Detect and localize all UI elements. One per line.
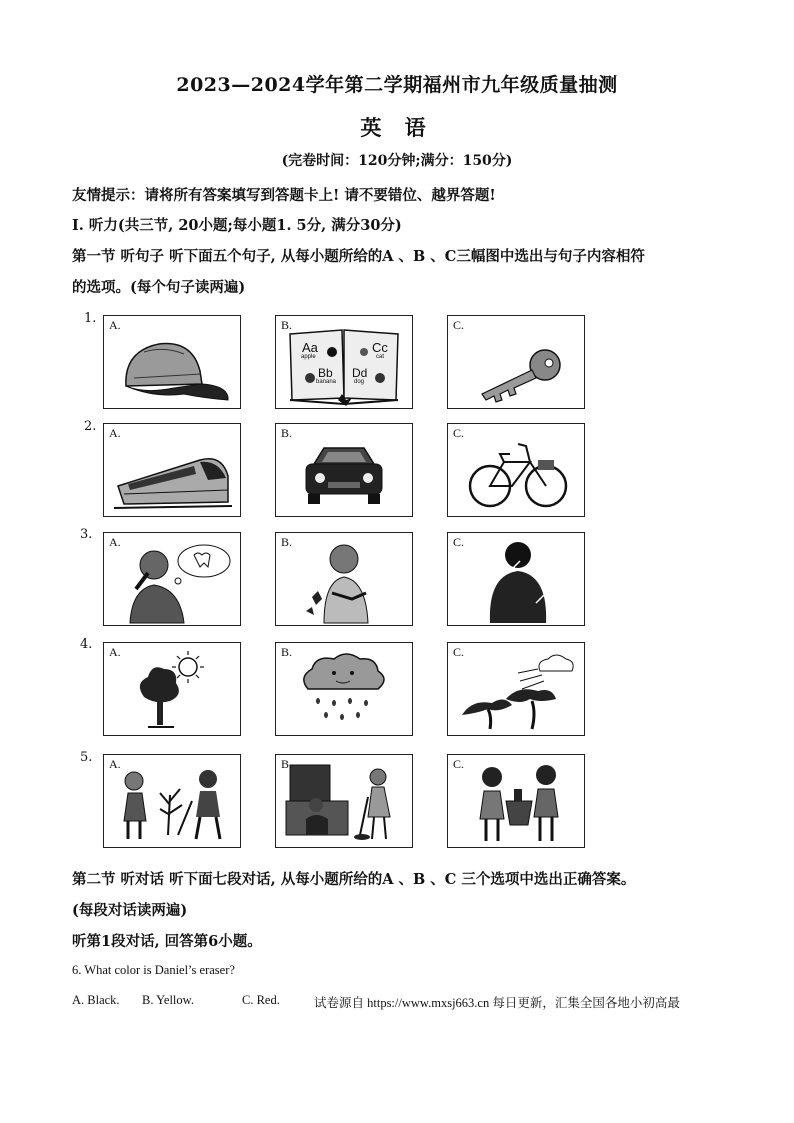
q4-option-a: A.: [103, 642, 241, 736]
collecting-rubbish-icon: [448, 755, 584, 847]
source-watermark: 试卷源自 https://www.mxsj663.cn 每日更新，汇集全国各地小初高最: [314, 996, 680, 1010]
cap-icon: [104, 316, 240, 408]
section1-instruction-line1: 第一节 听句子 听下面五个句子, 从每小题所给的A 、B 、C三幅图中选出与句子内容相符: [72, 248, 645, 265]
q5-option-b: B.: [275, 754, 413, 848]
q3-option-a: A.: [103, 532, 241, 626]
q6-question: 6. What color is Daniel’s eraser?: [72, 963, 235, 977]
sunny-icon: [104, 643, 240, 735]
q2-option-b: B.: [275, 423, 413, 517]
exam-time-info: (完卷时间：120分钟;满分：150分): [281, 153, 513, 169]
backache-icon: [448, 533, 584, 625]
stomachache-icon: [276, 533, 412, 625]
q6-option-b: B. Yellow.: [142, 993, 194, 1007]
question-number: 2.: [84, 419, 97, 434]
q3-option-c: C.: [447, 532, 585, 626]
q6-option-a: A. Black.: [72, 993, 120, 1007]
q3-option-b: B.: [275, 532, 413, 626]
q1-option-a: A.: [103, 315, 241, 409]
page-title: 2023—2024学年第二学期福州市九年级质量抽测: [176, 74, 618, 96]
q5-option-a: A.: [103, 754, 241, 848]
section2-instruction-line2: (每段对话读两遍): [72, 902, 188, 919]
dialog-intro: 听第1段对话, 回答第6小题。: [72, 933, 262, 950]
question-number: 4.: [80, 637, 93, 652]
bicycle-icon: [448, 424, 584, 516]
rainy-icon: [276, 643, 412, 735]
q4-option-b: B.: [275, 642, 413, 736]
windy-icon: [448, 643, 584, 735]
question-number: 1.: [84, 311, 97, 326]
question-number: 3.: [80, 527, 93, 542]
alphabet-book-icon: [276, 316, 412, 408]
part1-heading: I. 听力(共三节, 20小题;每小题1. 5分, 满分30分): [72, 217, 402, 234]
q2-option-c: C.: [447, 423, 585, 517]
train-icon: [104, 424, 240, 516]
q1-option-b: B. Aa apple Cc cat Bb banana Dd dog: [275, 315, 413, 409]
section2-instruction-line1: 第二节 听对话 听下面七段对话, 从每小题所给的A 、B 、C 三个选项中选出正确答案。: [72, 871, 636, 888]
q1-option-c: C.: [447, 315, 585, 409]
planting-trees-icon: [104, 755, 240, 847]
question-number: 5.: [80, 750, 93, 765]
key-icon: [448, 316, 584, 408]
q2-option-a: A.: [103, 423, 241, 517]
car-icon: [276, 424, 412, 516]
housework-icon: [276, 755, 412, 847]
toothache-icon: [104, 533, 240, 625]
section1-instruction-line2: 的选项。(每个句子读两遍): [72, 279, 246, 296]
q4-option-c: C.: [447, 642, 585, 736]
subject-title: 英 语: [360, 115, 434, 140]
notice: 友情提示：请将所有答案填写到答题卡上! 请不要错位、越界答题!: [72, 187, 496, 204]
q5-option-c: C.: [447, 754, 585, 848]
q6-option-c: C. Red.: [242, 993, 280, 1007]
